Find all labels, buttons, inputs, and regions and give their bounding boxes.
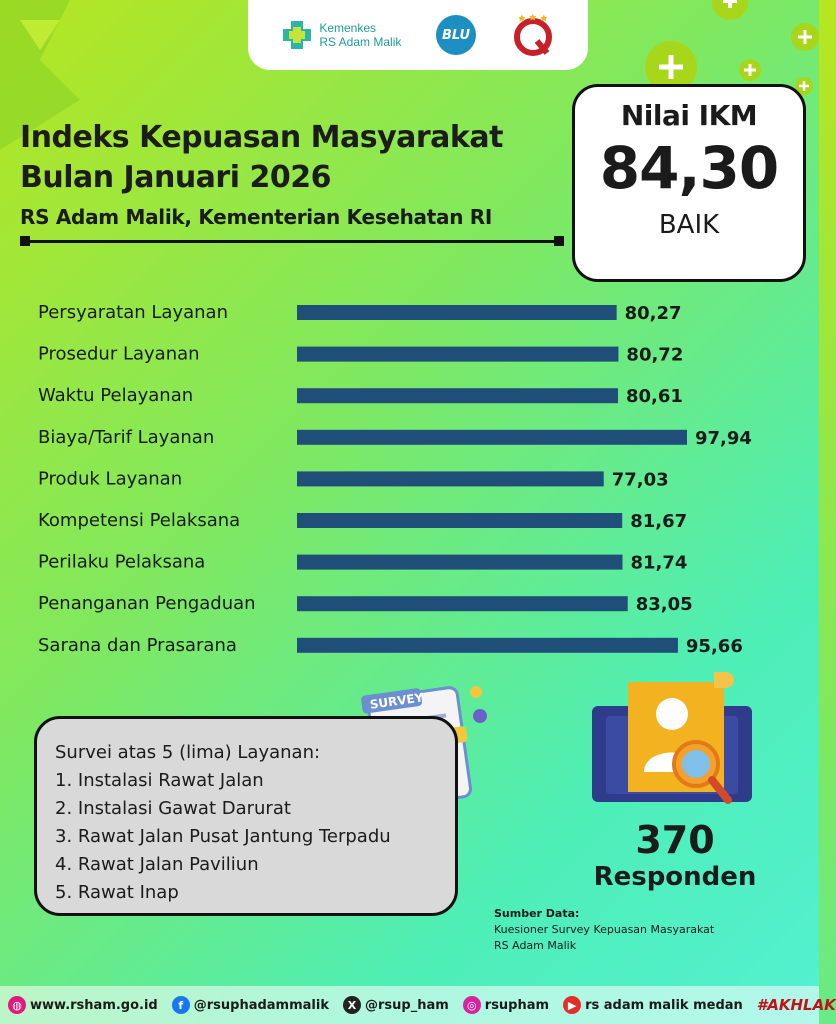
bar	[297, 305, 617, 320]
survey-heading: Survei atas 5 (lima) Layanan:	[55, 742, 321, 763]
quality-badge-icon	[511, 13, 555, 57]
facebook-icon: f	[172, 996, 190, 1014]
survey-item: 1. Instalasi Rawat Jalan	[55, 770, 264, 791]
bar	[297, 347, 618, 362]
bar	[297, 596, 628, 611]
title-block	[20, 118, 565, 232]
data-source	[494, 906, 714, 954]
survey-item: 4. Rawat Jalan Paviliun	[55, 854, 259, 875]
respondent-label: Responden	[593, 862, 757, 892]
category-label: Prosedur Layanan	[38, 343, 200, 365]
category-label: Penanganan Pengaduan	[38, 593, 256, 615]
value-label: 80,27	[624, 303, 682, 324]
footer-social-bar	[0, 986, 836, 1024]
respondent-profile-icon	[588, 668, 768, 818]
category-label: Perilaku Pelaksana	[38, 551, 206, 573]
kemenkes-logo	[281, 19, 401, 51]
ikm-score-card	[572, 84, 806, 282]
facebook-link[interactable]: f @rsuphadammalik	[172, 996, 329, 1014]
value-label: 77,03	[611, 469, 669, 491]
plus-circle-icon	[710, 0, 750, 22]
page-title-period: Bulan Januari 2026	[20, 160, 331, 195]
service-score-bar-chart	[0, 288, 819, 668]
source-line: Kuesioner Survey Kepuasan Masyarakat	[494, 923, 715, 936]
instagram-icon: ◎	[463, 996, 481, 1014]
category-label: Biaya/Tarif Layanan	[38, 426, 215, 448]
instagram-link[interactable]: ◎ rsupham	[463, 996, 549, 1014]
category-label: Produk Layanan	[38, 468, 183, 490]
youtube-icon: ▶	[563, 996, 581, 1014]
kemenkes-hospital: RS Adam Malik	[319, 35, 402, 49]
youtube-link[interactable]: ▶ rs adam malik medan	[563, 996, 743, 1014]
title-divider	[22, 240, 562, 243]
respondent-count: 370	[635, 818, 715, 862]
survey-item: 5. Rawat Inap	[55, 882, 179, 903]
x-icon: X	[343, 996, 361, 1014]
source-title: Sumber Data:	[494, 907, 580, 920]
kemenkes-icon	[281, 19, 313, 51]
x-link[interactable]: X @rsup_ham	[343, 996, 449, 1014]
kemenkes-name: Kemenkes	[319, 21, 377, 35]
value-label: 80,61	[625, 386, 683, 408]
value-label: 81,74	[630, 552, 688, 574]
website-link[interactable]: ◍ www.rsham.go.id	[8, 996, 158, 1014]
page-subtitle: RS Adam Malik, Kementerian Kesehatan RI	[20, 205, 493, 229]
bar	[297, 430, 687, 445]
survey-item: 3. Rawat Jalan Pusat Jantung Terpadu	[55, 826, 391, 847]
survey-item: 2. Instalasi Gawat Darurat	[55, 798, 291, 819]
bar	[297, 388, 618, 403]
plus-circle-icon	[738, 58, 762, 82]
survey-services-box	[34, 716, 458, 916]
category-label: Persyaratan Layanan	[38, 302, 228, 323]
value-label: 97,94	[695, 427, 752, 449]
blu-logo: BLU	[436, 15, 476, 55]
bar	[297, 555, 622, 570]
ikm-value: 84,30	[599, 134, 779, 202]
category-label: Sarana dan Prasarana	[38, 634, 237, 656]
bar	[297, 471, 604, 486]
ikm-label: Nilai IKM	[620, 99, 758, 132]
survey-badge-text: SURVEY	[368, 690, 425, 712]
akhlak-logo: #AKHLAK	[756, 996, 836, 1014]
plus-circle-icon	[790, 22, 820, 52]
globe-icon: ◍	[8, 996, 26, 1014]
bar	[297, 513, 622, 528]
source-line: RS Adam Malik	[494, 939, 577, 952]
value-label: 95,66	[685, 635, 743, 657]
ikm-category: BAIK	[658, 210, 720, 240]
bar	[297, 638, 678, 653]
value-label: 81,67	[630, 511, 688, 532]
category-label: Kompetensi Pelaksana	[38, 510, 241, 531]
page-title: Indeks Kepuasan Masyarakat	[20, 120, 503, 155]
value-label: 80,72	[626, 344, 684, 366]
value-label: 83,05	[635, 594, 693, 616]
category-label: Waktu Pelayanan	[38, 385, 194, 407]
logo-bar	[248, 0, 588, 70]
